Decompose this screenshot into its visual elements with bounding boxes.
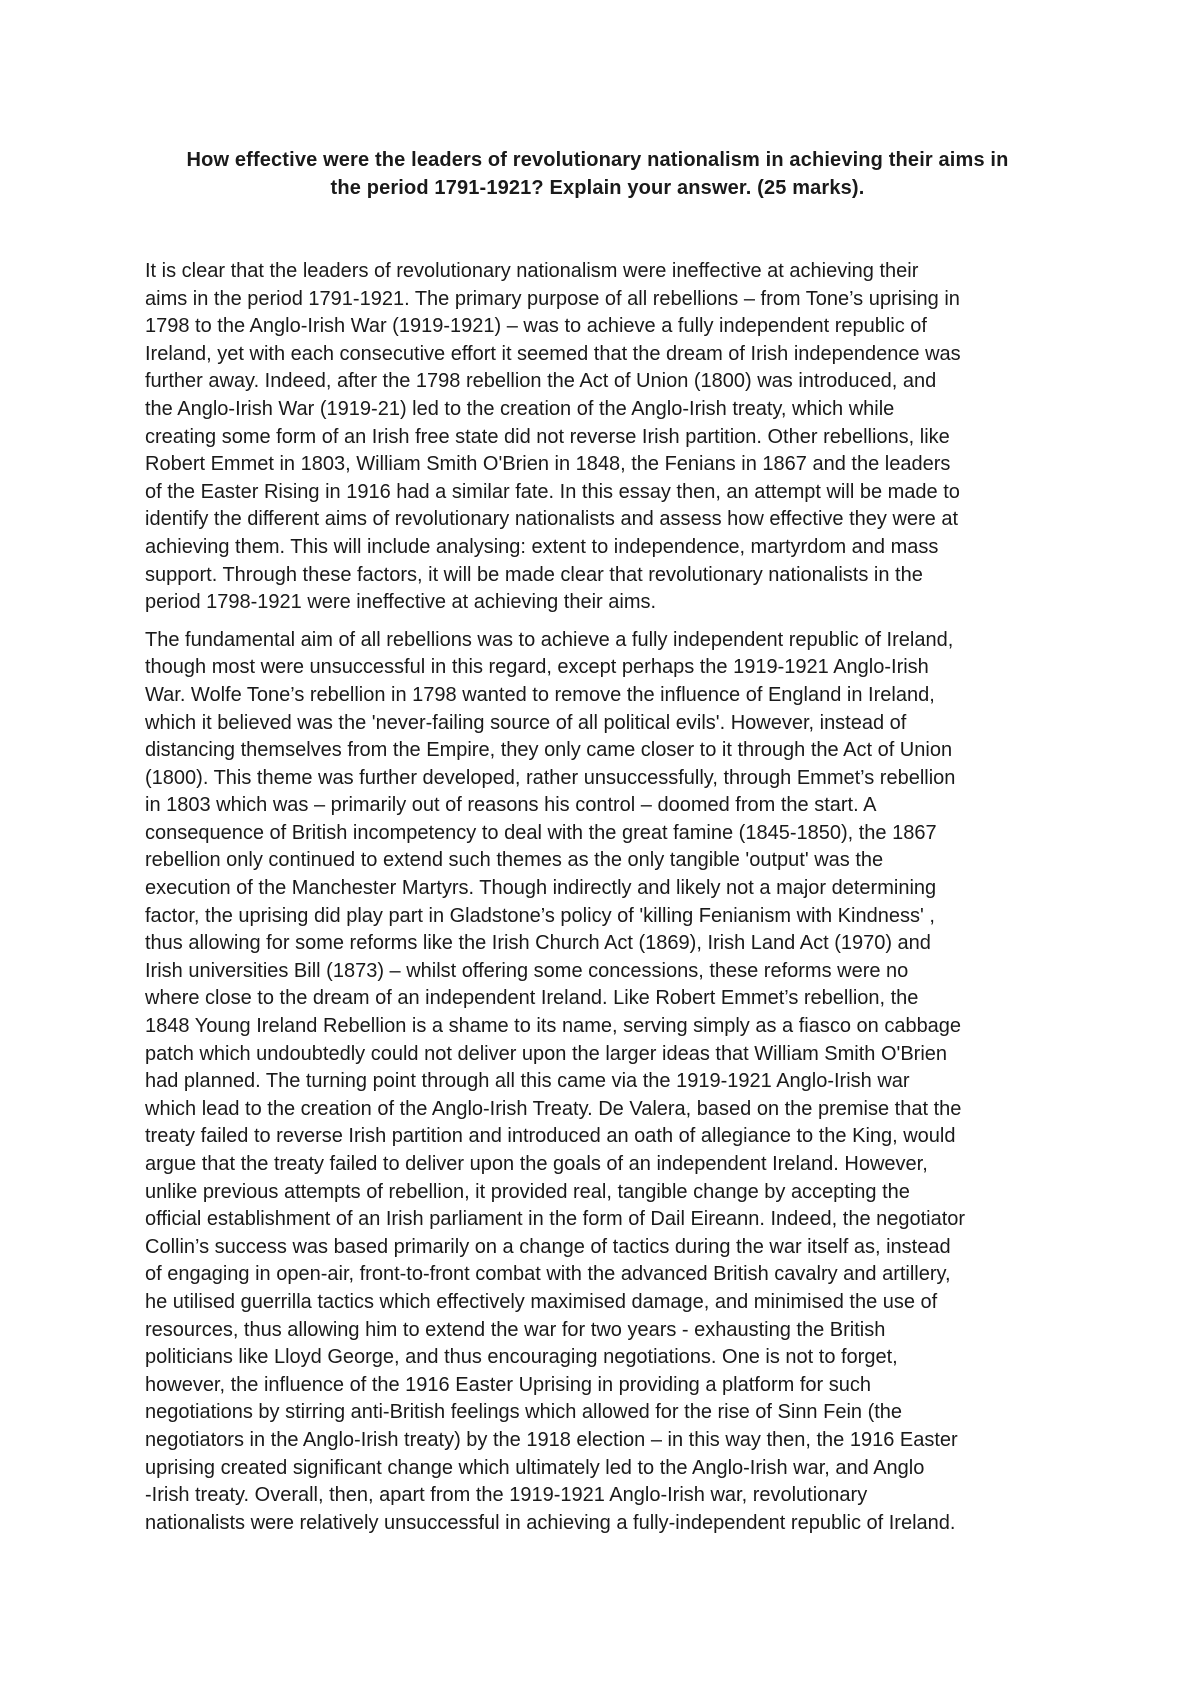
essay-title (130, 146, 1065, 202)
paragraph-line: Ireland, yet with each consecutive effort it seemed that the dream of Irish independence was (145, 342, 961, 365)
paragraph-line: 1848 Young Ireland Rebellion is a shame to its name, serving simply as a fiasco on cabbage (145, 1015, 962, 1038)
paragraph-line: factor, the uprising did play part in Gladstone’s policy of 'killing Fenianism with Kindness' , (145, 904, 935, 927)
paragraph-line: (1800). This theme was further developed, rather unsuccessfully, through Emmet’s rebellion (145, 766, 956, 789)
paragraph-line: execution of the Manchester Martyrs. Though indirectly and likely not a major determining (145, 877, 937, 900)
paragraph-independence (145, 627, 1070, 1538)
paragraph-line: The fundamental aim of all rebellions was to achieve a fully independent republic of Ireland, (145, 628, 954, 651)
paragraph-line: thus allowing for some reforms like the Irish Church Act (1869), Irish Land Act (1970) and (145, 932, 931, 955)
paragraph-line: It is clear that the leaders of revolutionary nationalism were ineffective at achieving their (145, 260, 919, 282)
paragraph-line: aims in the period 1791-1921. The primary purpose of all rebellions – from Tone’s uprising in (145, 287, 960, 310)
paragraph-line: treaty failed to reverse Irish partition and introduced an oath of allegiance to the King, would (145, 1125, 956, 1148)
paragraph-line: of engaging in open-air, front-to-front combat with the advanced British cavalry and artillery, (145, 1263, 951, 1286)
paragraph-line: Irish universities Bill (1873) – whilst offering some concessions, these reforms were no (145, 959, 909, 982)
paragraph-line: in 1803 which was – primarily out of reasons his control – doomed from the start. A (145, 794, 877, 817)
paragraph-line: he utilised guerrilla tactics which effectively maximised damage, and minimised the use of (145, 1290, 938, 1313)
paragraph-line: nationalists were relatively unsuccessful in achieving a fully-independent republic of Ireland. (145, 1511, 956, 1534)
paragraph-line: unlike previous attempts of rebellion, it provided real, tangible change by accepting the (145, 1180, 910, 1203)
essay-title-line: the period 1791-1921? Explain your answer. (25 marks). (330, 177, 865, 199)
paragraph-line: distancing themselves from the Empire, they only came closer to it through the Act of Union (145, 739, 953, 762)
paragraph-line: had planned. The turning point through all this came via the 1919-1921 Anglo-Irish war (145, 1070, 910, 1093)
paragraph-line: consequence of British incompetency to deal with the great famine (1845-1850), the 1867 (145, 821, 937, 844)
paragraph-line: however, the influence of the 1916 Easter Uprising in providing a platform for such (145, 1373, 871, 1396)
paragraph-line: where close to the dream of an independent Ireland. Like Robert Emmet’s rebellion, the (145, 987, 919, 1010)
paragraph-line: War. Wolfe Tone’s rebellion in 1798 wanted to remove the influence of England in Ireland, (145, 683, 935, 706)
paragraph-line: official establishment of an Irish parliament in the form of Dail Eireann. Indeed, the negotiator (145, 1208, 966, 1231)
paragraph-introduction (145, 258, 1070, 617)
paragraph-line: patch which undoubtedly could not deliver upon the larger ideas that William Smith O'Brien (145, 1042, 948, 1065)
paragraph-line: Robert Emmet in 1803, William Smith O'Brien in 1848, the Fenians in 1867 and the leaders (145, 453, 951, 476)
paragraph-line: creating some form of an Irish free state did not reverse Irish partition. Other rebellions, like (145, 425, 950, 448)
paragraph-line: of the Easter Rising in 1916 had a similar fate. In this essay then, an attempt will be made to (145, 480, 960, 503)
paragraph-line: negotiations by stirring anti-British feelings which allowed for the rise of Sinn Fein (the (145, 1401, 903, 1424)
paragraph-line: 1798 to the Anglo-Irish War (1919-1921) – was to achieve a fully independent republic of (145, 315, 927, 338)
paragraph-line: rebellion only continued to extend such themes as the only tangible 'output' was the (145, 849, 884, 872)
paragraph-line: argue that the treaty failed to deliver upon the goals of an independent Ireland. However, (145, 1153, 928, 1175)
essay-body (145, 258, 1070, 1547)
paragraph-line: support. Through these factors, it will be made clear that revolutionary nationalists in the (145, 563, 923, 586)
paragraph-line: -Irish treaty. Overall, then, apart from the 1919-1921 Anglo-Irish war, revolutionary (145, 1484, 868, 1507)
paragraph-line: resources, thus allowing him to extend the war for two years - exhausting the British (145, 1318, 886, 1341)
paragraph-line: which lead to the creation of the Anglo-Irish Treaty. De Valera, based on the premise that the (145, 1097, 962, 1120)
paragraph-line: negotiators in the Anglo-Irish treaty) by the 1918 election – in this way then, the 1916 Easter (145, 1428, 958, 1451)
paragraph-line: uprising created significant change which ultimately led to the Anglo-Irish war, and Anglo (145, 1456, 925, 1479)
paragraph-line: which it believed was the 'never-failing source of all political evils'. However, instead of (145, 711, 907, 734)
paragraph-line: the Anglo-Irish War (1919-21) led to the creation of the Anglo-Irish treaty, which while (145, 397, 895, 420)
paragraph-line: though most were unsuccessful in this regard, except perhaps the 1919-1921 Anglo-Irish (145, 656, 929, 679)
paragraph-line: achieving them. This will include analysing: extent to independence, martyrdom and mass (145, 535, 939, 558)
essay-title-line: How effective were the leaders of revolutionary nationalism in achieving their aims in (186, 149, 1009, 171)
paragraph-line: identify the different aims of revolutionary nationalists and assess how effective they were at (145, 508, 959, 531)
paragraph-line: period 1798-1921 were ineffective at achieving their aims. (145, 591, 657, 614)
paragraph-line: further away. Indeed, after the 1798 rebellion the Act of Union (1800) was introduced, and (145, 370, 937, 393)
paragraph-line: Collin’s success was based primarily on a change of tactics during the war itself as, instead (145, 1235, 951, 1258)
paragraph-line: politicians like Lloyd George, and thus encouraging negotiations. One is not to forget, (145, 1346, 898, 1369)
